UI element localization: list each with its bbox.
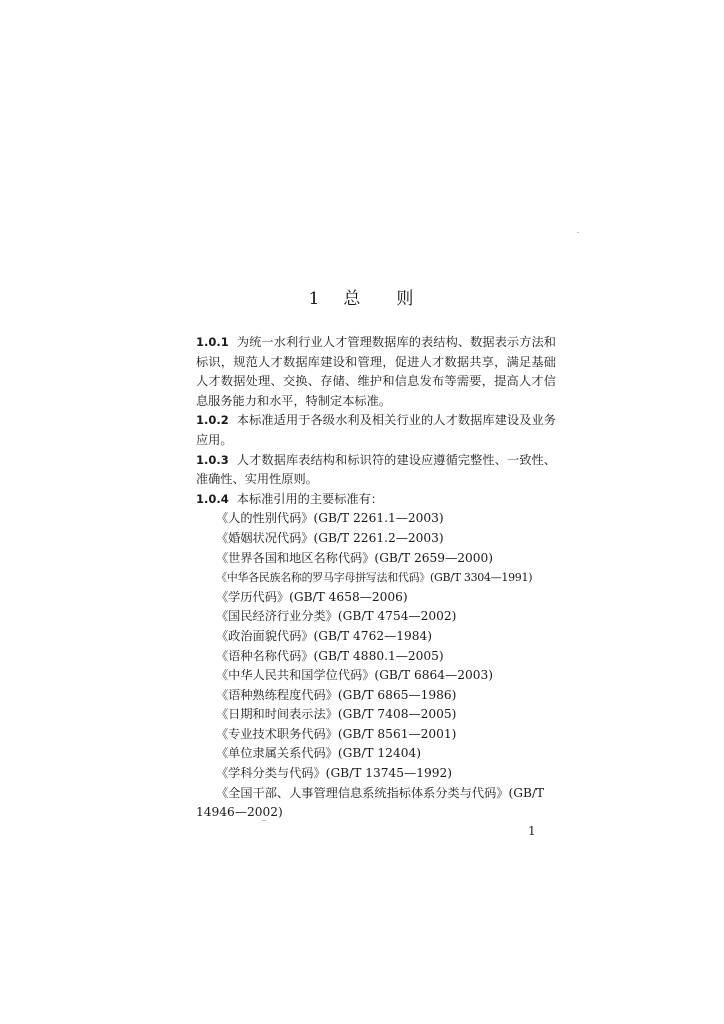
reference-item: 《日期和时间表示法》(GB/T 7408—2005) xyxy=(216,707,457,722)
clause-number: 1.0.2 xyxy=(196,413,229,428)
reference-item: 《中华人民共和国学位代码》(GB/T 6864—2003) xyxy=(216,668,493,683)
reference-item: 《语种名称代码》(GB/T 4880.1—2005) xyxy=(216,648,444,663)
clause-number: 1.0.4 xyxy=(196,491,229,506)
reference-item: 《政治面貌代码》(GB/T 4762—1984) xyxy=(216,628,433,643)
reference-item: 《全国干部、人事管理信息系统指标体系分类与代码》(GB/T 14946—2002) xyxy=(196,785,545,820)
reference-item: 《世界各国和地区名称代码》(GB/T 2659—2000) xyxy=(216,550,493,565)
clause-1-0-2 xyxy=(196,411,556,450)
reference-item: 《语种熟练程度代码》(GB/T 6865—1986) xyxy=(216,687,457,702)
reference-item: 《人的性别代码》(GB/T 2261.1—2003) xyxy=(216,511,444,526)
chapter-title-part2: 则 xyxy=(396,289,416,309)
clause-text: 人才数据库表结构和标识符的建设应遵循完整性、一致性、准确性、实用性原则。 xyxy=(196,452,556,487)
reference-item: 《学历代码》(GB/T 4658—2006) xyxy=(216,589,408,604)
clause-1-0-1 xyxy=(196,333,556,411)
clause-number: 1.0.1 xyxy=(196,335,229,349)
clause-text: 本标准适用于各级水利及相关行业的人才数据库建设及业务应用。 xyxy=(196,413,556,447)
reference-item: 《中华各民族名称的罗马字母拼写法和代码》(GB/T 3304—1991) xyxy=(216,571,533,585)
clause-1-0-3 xyxy=(196,451,556,490)
reference-standards-list xyxy=(196,509,556,823)
scan-speck xyxy=(262,820,266,821)
reference-item: 《单位隶属关系代码》(GB/T 12404) xyxy=(216,746,421,761)
clause-number: 1.0.3 xyxy=(196,452,229,467)
chapter-body xyxy=(196,333,556,823)
clause-text: 本标准引用的主要标准有： xyxy=(236,491,383,506)
clause-text: 为统一水利行业人才管理数据库的表结构、数据表示方法和标识，规范人才数据库建设和管理，促进人才数据共享，满足基础人才数据处理、交换、存储、维护和信息发布等需要，提高人才信息服务能力和水平，特制定本标准。 xyxy=(196,335,556,408)
reference-item: 《国民经济行业分类》(GB/T 4754—2002) xyxy=(216,609,457,624)
chapter-title xyxy=(0,284,724,309)
page-number: 1 xyxy=(528,824,536,838)
chapter-number: 1 xyxy=(308,289,322,309)
scan-speck xyxy=(577,232,579,233)
chapter-title-part1: 总 xyxy=(343,289,363,309)
reference-item: 《学科分类与代码》(GB/T 13745—1992) xyxy=(216,766,452,781)
clause-1-0-4 xyxy=(196,490,556,510)
reference-item: 《专业技术职务代码》(GB/T 8561—2001) xyxy=(216,726,457,741)
reference-item: 《婚姻状况代码》(GB/T 2261.2—2003) xyxy=(216,530,444,545)
